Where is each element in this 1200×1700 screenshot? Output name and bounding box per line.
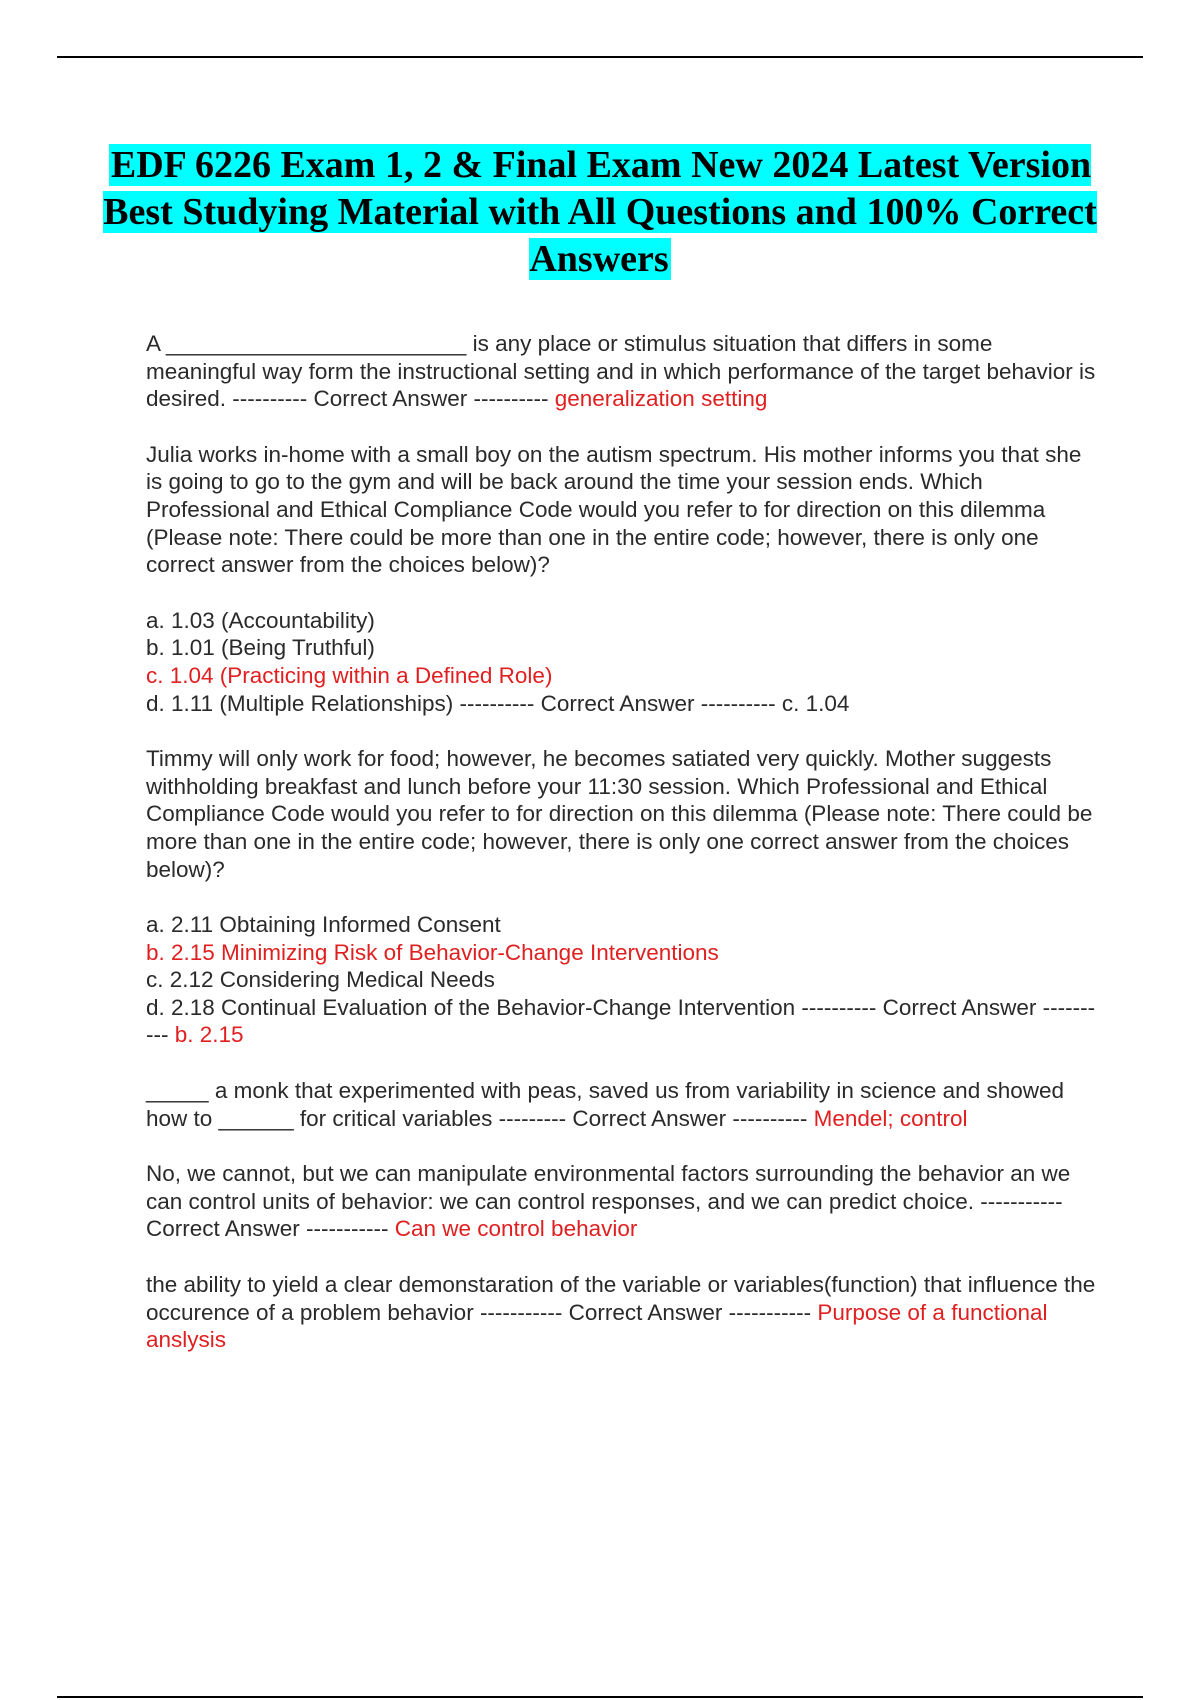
document-title [100,142,1100,283]
answer-text: b. 2.15 [174,1022,244,1048]
question-text: No, we cannot, but we can manipulate environmental factors surrounding the behavior an we can control units of behavior: we can control responses, and we can predict choice. ----------- Correct Answer ----------- [146,1161,1071,1242]
qa-item-5 [146,1160,1096,1243]
qa-item-2-options [146,607,1096,717]
option-a: a. 2.11 Obtaining Informed Consent [146,912,501,938]
option-a: a. 1.03 (Accountability) [146,607,375,633]
title-highlight: EDF 6226 Exam 1, 2 & Final Exam New 2024 Latest Version Best Studying Material with All Questions and 100% Correct Answers [103,144,1097,280]
answer-text: Purpose of a functional anslysis [146,1299,1048,1353]
option-b: b. 1.01 (Being Truthful) [146,635,375,661]
question-text: _____ a monk that experimented with peas, saved us from variability in science and showed how to ______ for critical variables --------- Correct Answer ---------- [146,1078,1065,1131]
question-text: the ability to yield a clear demonstaration of the variable or variables(function) that influence the occurence of a problem behavior ----------- Correct Answer ----------- [146,1272,1096,1325]
qa-item-4 [146,1077,1096,1132]
option-d: d. 1.11 (Multiple Relationships) ---------- Correct Answer ---------- c. 1.04 [146,690,850,716]
qa-item-1 [146,330,1096,413]
qa-item-2-stem: Julia works in-home with a small boy on the autism spectrum. His mother informs you that she is going to go to the gym and will be back around the time your session ends. Which Professional and Ethical Compliance Code would you refer to for direction on this dilemma (Please note: There could be more than one in the entire code; however, there is only one correct answer from the choices below)? [146,441,1082,578]
question-text: A ________________________ is any place or stimulus situation that differs in some meaningful way form the instructional setting and in which performance of the target behavior is desired. ---------- Correct Answer ---------- [146,331,1096,412]
qa-item-3-options [146,911,1096,1049]
qa-item-3-stem: Timmy will only work for food; however, he becomes satiated very quickly. Mother suggests withholding breakfast and lunch before your 11:30 session. Which Professional and Ethical Compliance Code would you refer to for direction on this dilemma (Please note: There could be more than one in the entire code; however, there is only one correct answer from the choices below)? [146,746,1093,882]
answer-text: Can we control behavior [394,1216,638,1242]
answer-text: Mendel; control [813,1105,968,1131]
bottom-rule [57,1696,1143,1698]
option-c-correct: c. 1.04 (Practicing within a Defined Role) [146,662,553,688]
top-rule [57,56,1143,58]
answer-text: generalization setting [554,386,768,412]
qa-item-6 [146,1271,1096,1354]
option-b-correct: b. 2.15 Minimizing Risk of Behavior-Change Interventions [146,939,719,965]
option-d: d. 2.18 Continual Evaluation of the Behavior-Change Intervention ---------- Correct Answer ---------- [146,994,1096,1048]
qa-content [146,330,1096,1382]
option-c: c. 2.12 Considering Medical Needs [146,967,495,993]
